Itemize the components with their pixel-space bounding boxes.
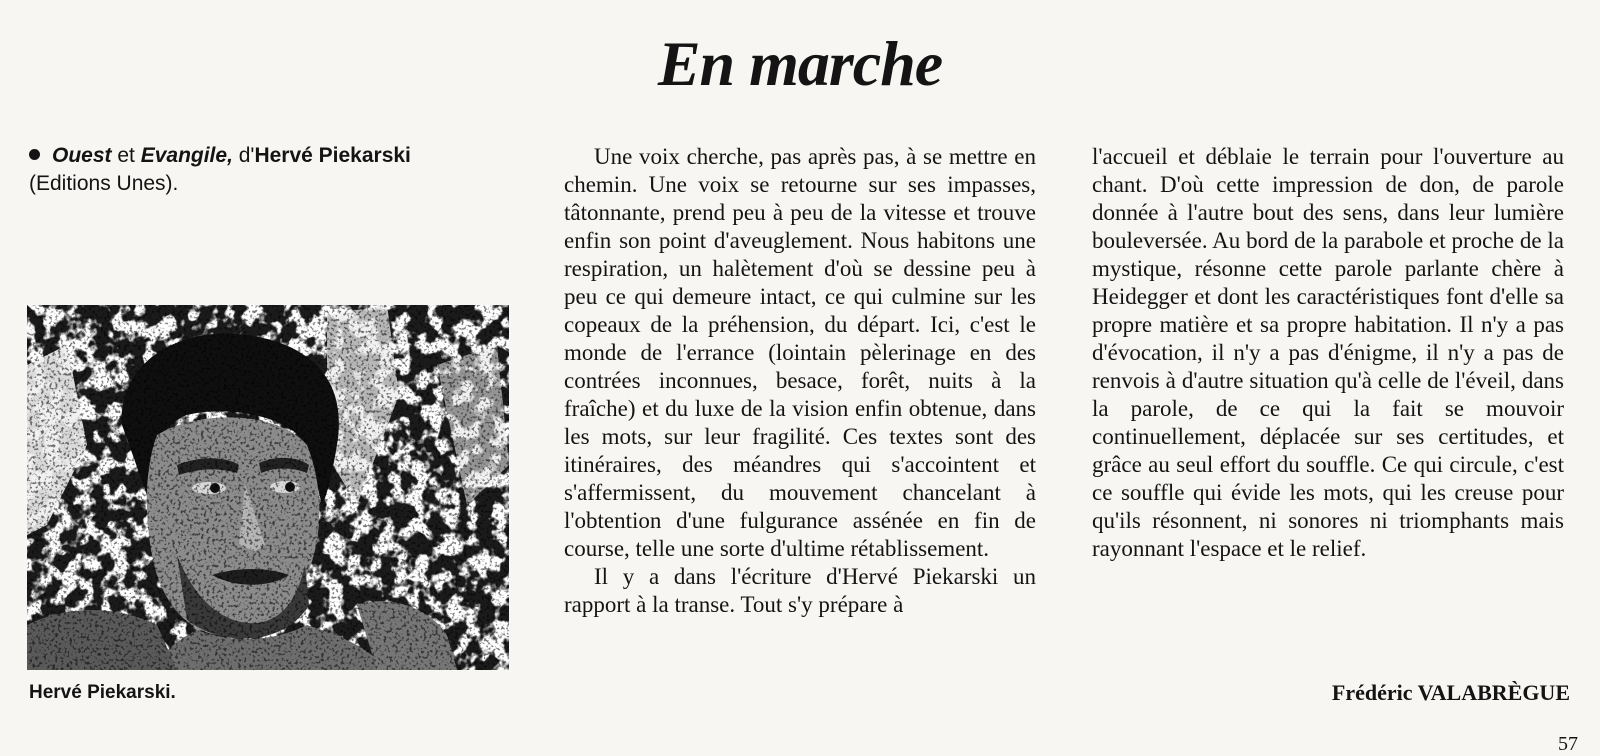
author-portrait-image (27, 305, 509, 670)
book-conjunction: et (111, 144, 141, 167)
article-column-1 (564, 143, 1036, 619)
book-by: d' (232, 144, 255, 167)
book-reference (29, 142, 519, 198)
page-number: 57 (1558, 733, 1578, 755)
book-title-1: Ouest (52, 144, 112, 167)
book-publisher: (Editions Unes). (29, 172, 179, 195)
bullet-icon (29, 149, 40, 160)
article-title-text: En marche (644, 28, 956, 99)
column2-paragraph: l'accueil et déblaie le terrain pour l'ouverture au chant. D'où cette impression de don, de parole donnée à l'autre bout des sens, dans leur lumière bouleversée. Au bord de la parabole et proche de la mystique, résonne cette parole parlante chère à Heidegger et dont les caractéristiques font d'elle sa propre matière et sa propre habitation. Il n'y a pas d'évocation, il n'y a pas d'énigme, il n'y a pas de renvois à d'autre situation qu'à celle de l'éveil, dans la parole, de ce qui la fait se mouvoir continuellement, déplacée sur ses certitudes, et grâce au seul effort du souffle. Ce qui circule, c'est ce souffle qui évide les mots, qui les creuse pour qu'ils résonnent, ni sonores ni triomphants mais rayonnant l'espace et le relief. (1092, 144, 1564, 561)
column1-paragraph-1: Une voix cherche, pas après pas, à se mettre en chemin. Une voix se retourne sur ses impasses, tâtonnante, prend peu à peu de la vitesse et trouve enfin son point d'aveuglement. Nous habitons une respiration, un halètement d'où se dessine peu à peu ce qui demeure intact, ce qui culmine sur les copeaux de la préhension, du départ. Ici, c'est le monde de l'errance (lointain pèlerinage en des contrées inconnues, besace, forêt, nuits à la fraîche) et du luxe de la vision enfin obtenue, dans les mots, sur leur fragilité. Ces textes sont des itinéraires, des méandres qui s'accointent et s'affermissent, du mouvement chancelant à l'obtention d'une fulgurance assénée en fin de course, telle une sorte d'ultime rétablissement. (564, 144, 1036, 561)
article-title (0, 24, 1600, 104)
author-photo (27, 305, 509, 670)
article-column-2 (1092, 143, 1564, 563)
photo-caption: Hervé Piekarski. (29, 682, 176, 703)
book-title-2: Evangile, (140, 144, 233, 167)
column1-paragraph-2: Il y a dans l'écriture d'Hervé Piekarski un rapport à la transe. Tout s'y prépare à (564, 564, 1036, 617)
author-signature: Frédéric VALABRÈGUE (1331, 680, 1570, 705)
book-author: Hervé Piekarski (254, 144, 411, 167)
